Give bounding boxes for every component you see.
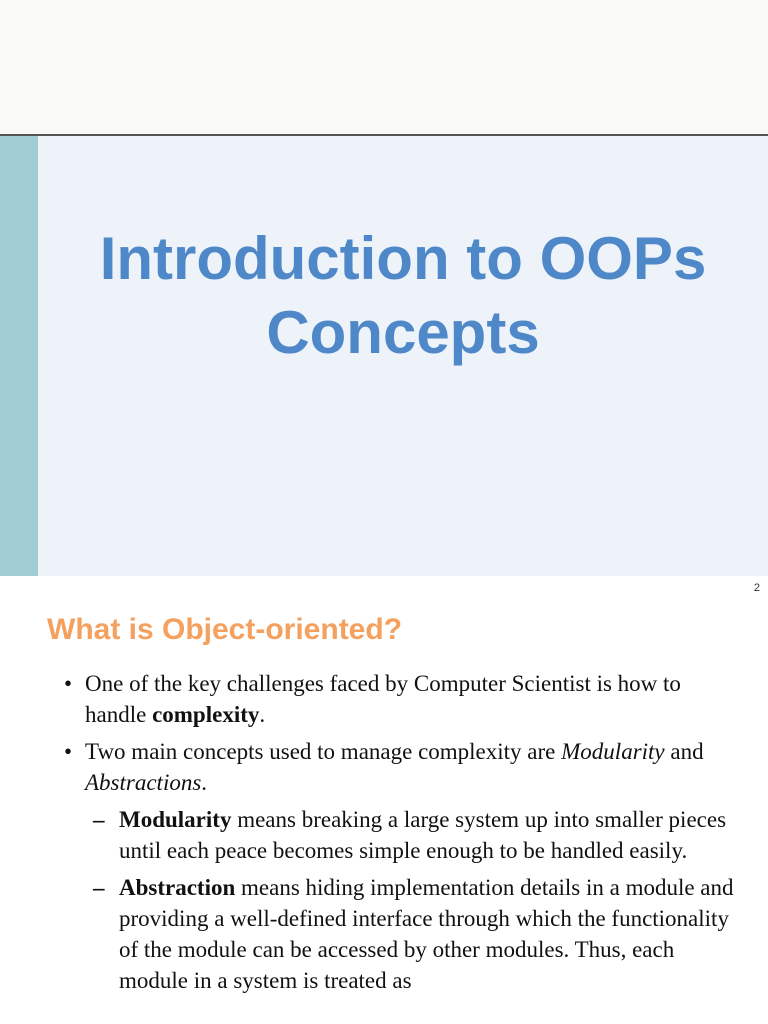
bullet-text: Two main concepts used to manage complexity are	[85, 739, 562, 764]
title-slide	[0, 136, 768, 576]
dash-marker: –	[93, 875, 105, 900]
content-slide	[0, 576, 768, 1024]
slide-title-line-1: Introduction to OOPs	[99, 225, 707, 292]
bullet-italic-modularity: Modularity	[561, 739, 665, 764]
sub-bullet-item	[0, 872, 768, 996]
bullet-emphasis: complexity	[152, 702, 260, 727]
slide-heading: What is Object-oriented?	[47, 613, 403, 646]
sub-bullet-item	[0, 804, 768, 866]
sub-bullet-text: means breaking a large system up into smaller pieces until each peace becomes simple enough to be handled easily.	[119, 807, 727, 863]
bullet-marker: •	[64, 739, 73, 764]
bullet-item	[0, 668, 768, 730]
bullet-text-mid: and	[664, 739, 704, 764]
accent-bar	[0, 136, 38, 576]
slide-title	[38, 222, 768, 370]
dash-marker: –	[93, 807, 105, 832]
bullet-text-end: .	[259, 702, 266, 727]
bullet-item	[0, 736, 768, 798]
bullet-text: One of the key challenges faced by Computer Scientist is how to handle	[85, 671, 681, 727]
sub-bullet-term: Abstraction	[119, 875, 236, 900]
bullet-marker: •	[64, 671, 73, 696]
sub-bullet-text: means hiding implementation details in a module and providing a well-defined interface through which the functionality of the module can be accessed by other modules. Thus, each module in a system is treated as	[119, 875, 734, 993]
top-margin-band	[0, 0, 768, 136]
bullet-text-end: .	[201, 770, 208, 795]
bullet-list	[0, 668, 768, 1002]
bullet-italic-abstractions: Abstractions	[85, 770, 202, 795]
slide-title-line-2: Concepts	[266, 299, 540, 366]
page-number: 2	[753, 582, 760, 594]
sub-bullet-term: Modularity	[119, 807, 232, 832]
